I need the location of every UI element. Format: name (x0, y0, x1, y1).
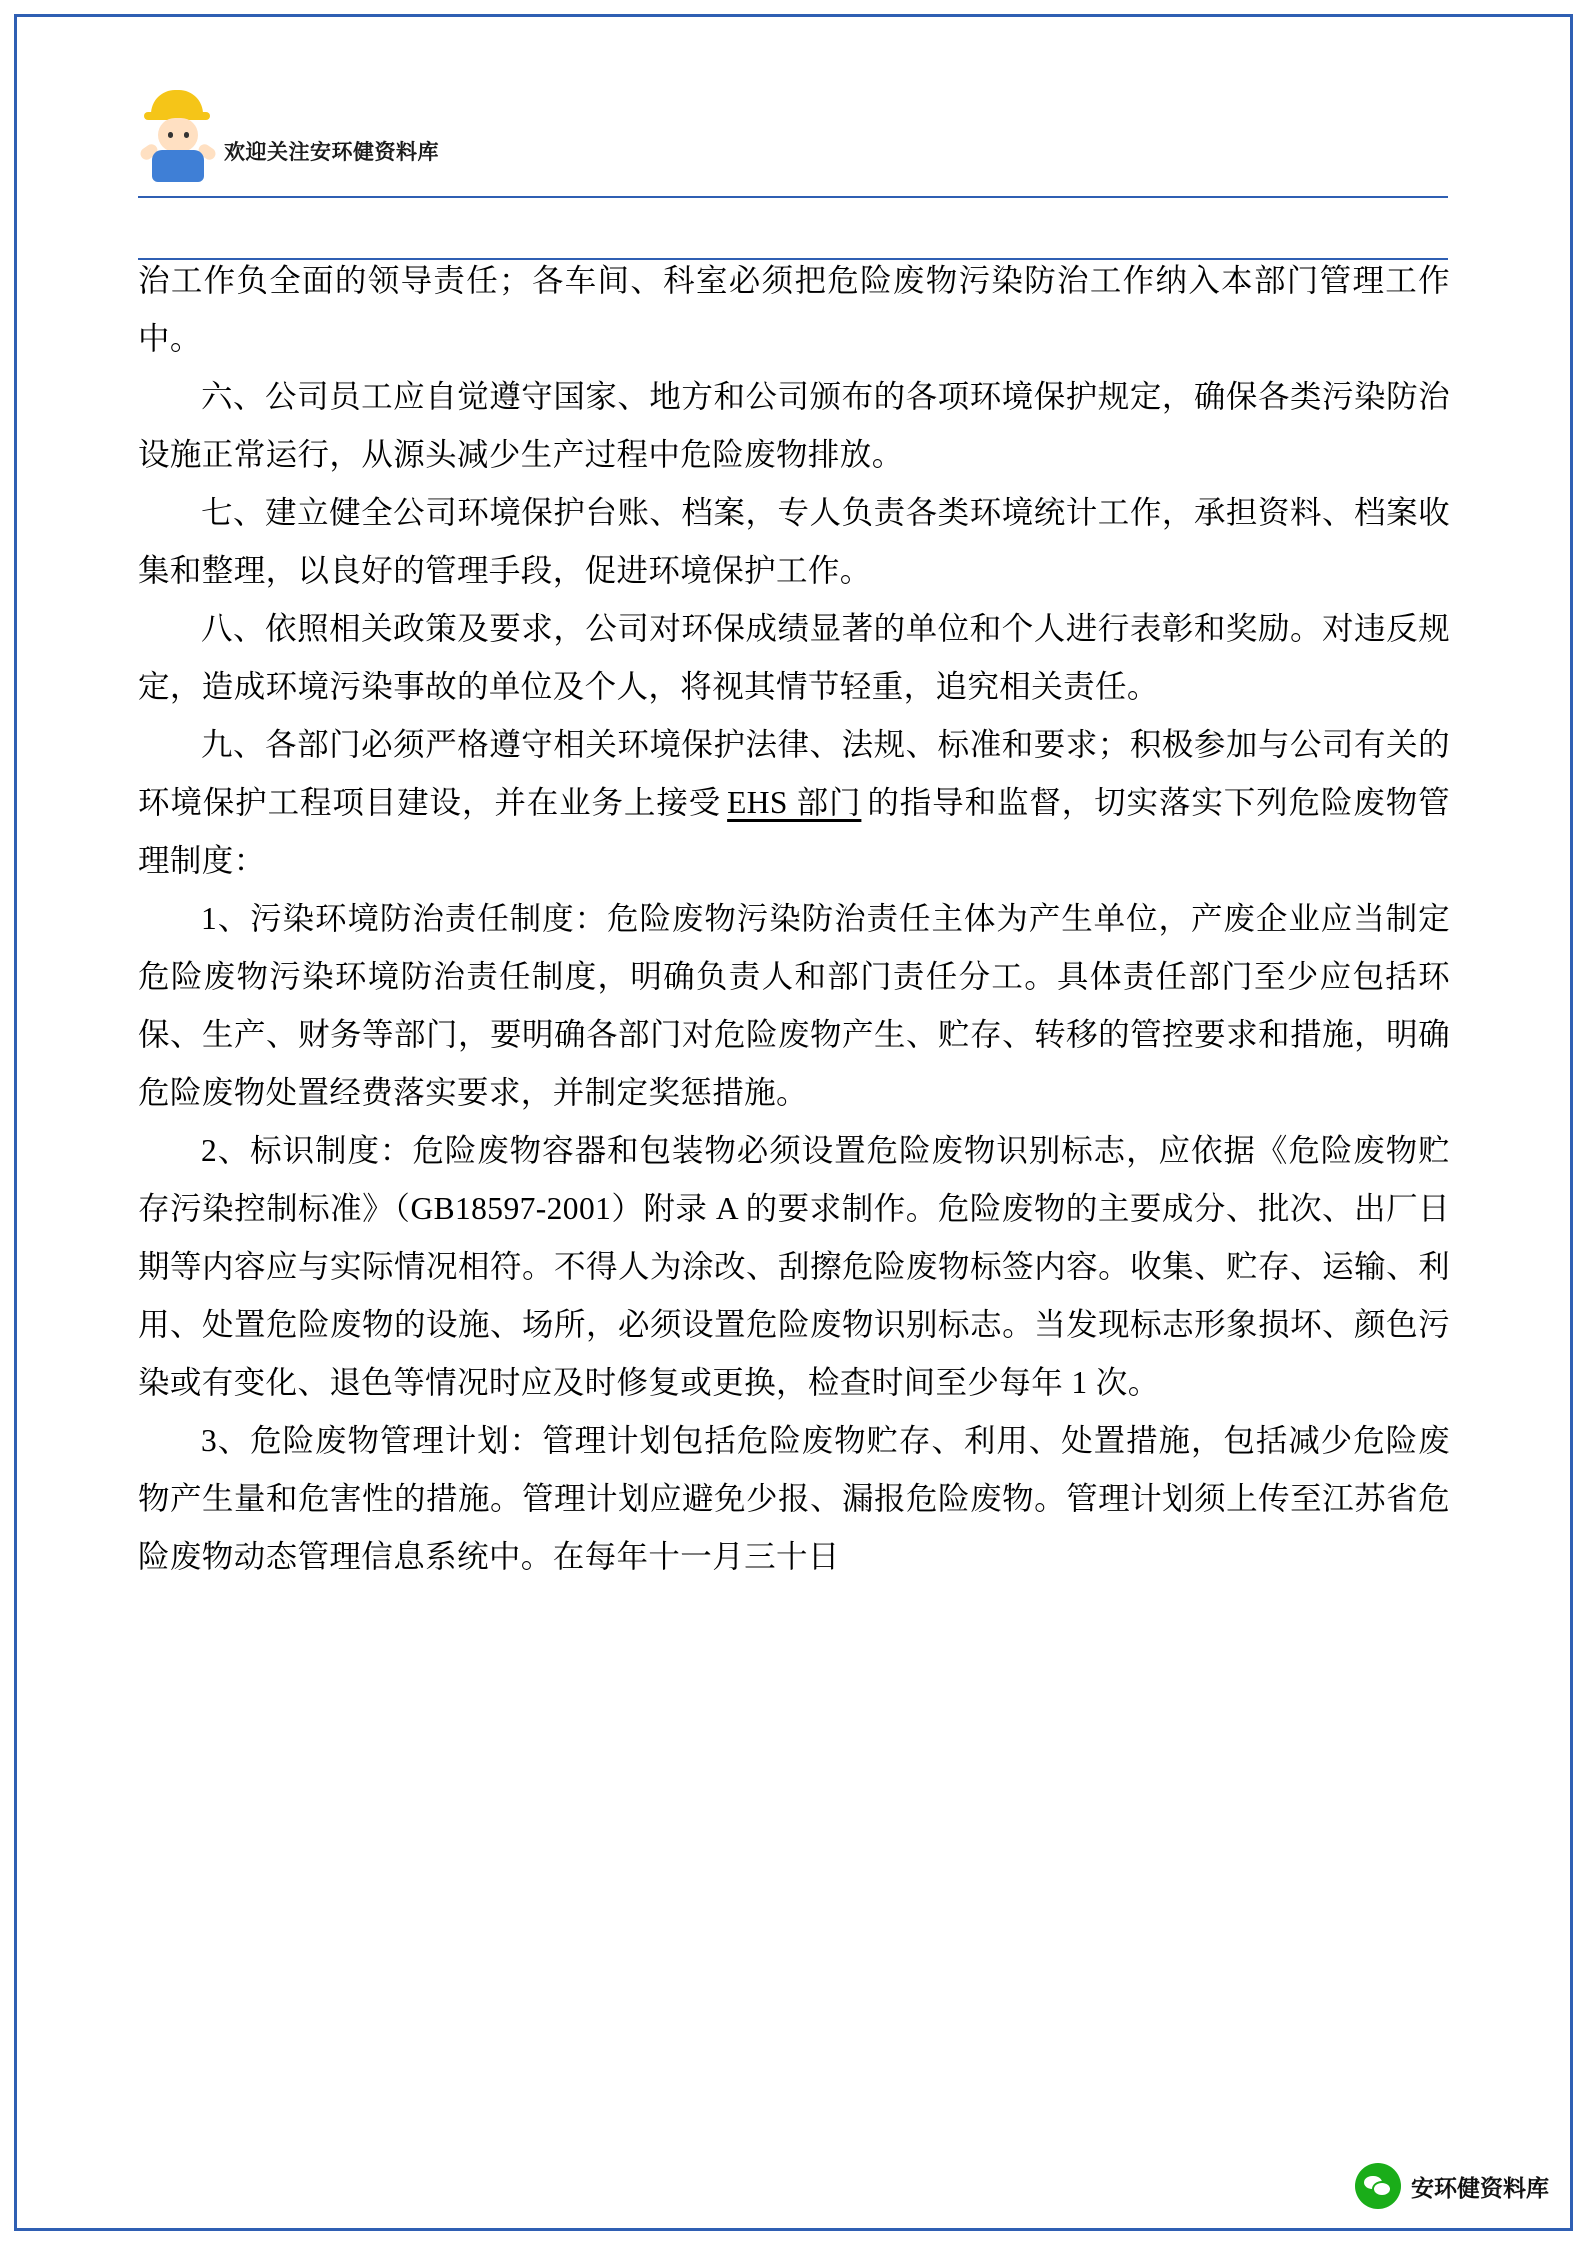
paragraph-item-3: 3、危险废物管理计划：管理计划包括危险废物贮存、利用、处置措施，包括减少危险废物产生量和危害性的措施。管理计划应避免少报、漏报危险废物。管理计划须上传至江苏省危险废物动态管理信息系统中。在每年十一月三十日 (138, 1423, 1450, 1574)
construction-worker-mascot-icon (138, 88, 218, 183)
paragraph-six: 六、公司员工应自觉遵守国家、地方和公司颁布的各项环境保护规定，确保各类污染防治设施正常运行，从源头减少生产过程中危险废物排放。 (138, 379, 1450, 472)
footer-badge (1355, 2163, 1549, 2209)
paragraph-nine-suffix: 的指导和监督，切实落实下列危险废物管理制度： (138, 785, 1451, 878)
footer-label: 安环健资料库 (1411, 2174, 1549, 2201)
ehs-department-field: EHS 部门 (727, 785, 862, 820)
paragraph-continued: 治工作负全面的领导责任；各车间、科室必须把危险废物污染防治工作纳入本部门管理工作中。 (138, 263, 1450, 356)
header-divider-top (138, 196, 1448, 198)
paragraph-item-1: 1、污染环境防治责任制度：危险废物污染防治责任主体为产生单位，产废企业应当制定危险废物污染环境防治责任制度，明确负责人和部门责任分工。具体责任部门至少应包括环保、生产、财务等部门，要明确各部门对危险废物产生、贮存、转移的管控要求和措施，明确危险废物处置经费落实要求，并制定奖惩措施。 (138, 901, 1450, 1110)
paragraph-eight: 八、依照相关政策及要求，公司对环保成绩显著的单位和个人进行表彰和奖励。对违反规定，造成环境污染事故的单位及个人，将视其情节轻重，追究相关责任。 (138, 611, 1450, 704)
paragraph-nine-prefix: 九、各部门必须严格遵守相关环境保护法律、法规、标准和要求；积极参加与公司有关的环境保护工程项目建设，并在业务上接受 (138, 727, 1450, 820)
document-header (138, 78, 1448, 208)
paragraph-nine (138, 716, 1450, 890)
paragraph-item-2: 2、标识制度：危险废物容器和包装物必须设置危险废物识别标志，应依据《危险废物贮存污染控制标准》（GB18597-2001）附录 A 的要求制作。危险废物的主要成分、批次、出厂日期等内容应与实际情况相符。不得人为涂改、刮擦危险废物标签内容。收集、贮存、运输、利用、处置危险废物的设施、场所，必须设置危险废物识别标志。当发现标志形象损坏、颜色污染或有变化、退色等情况时应及时修复或更换，检查时间至少每年 1 次。 (138, 1133, 1450, 1400)
document-body (138, 252, 1450, 1586)
paragraph-seven: 七、建立健全公司环境保护台账、档案，专人负责各类环境统计工作，承担资料、档案收集和整理，以良好的管理手段，促进环境保护工作。 (138, 495, 1450, 588)
wechat-icon (1355, 2163, 1401, 2209)
header-label: 欢迎关注安环健资料库 (224, 141, 439, 164)
